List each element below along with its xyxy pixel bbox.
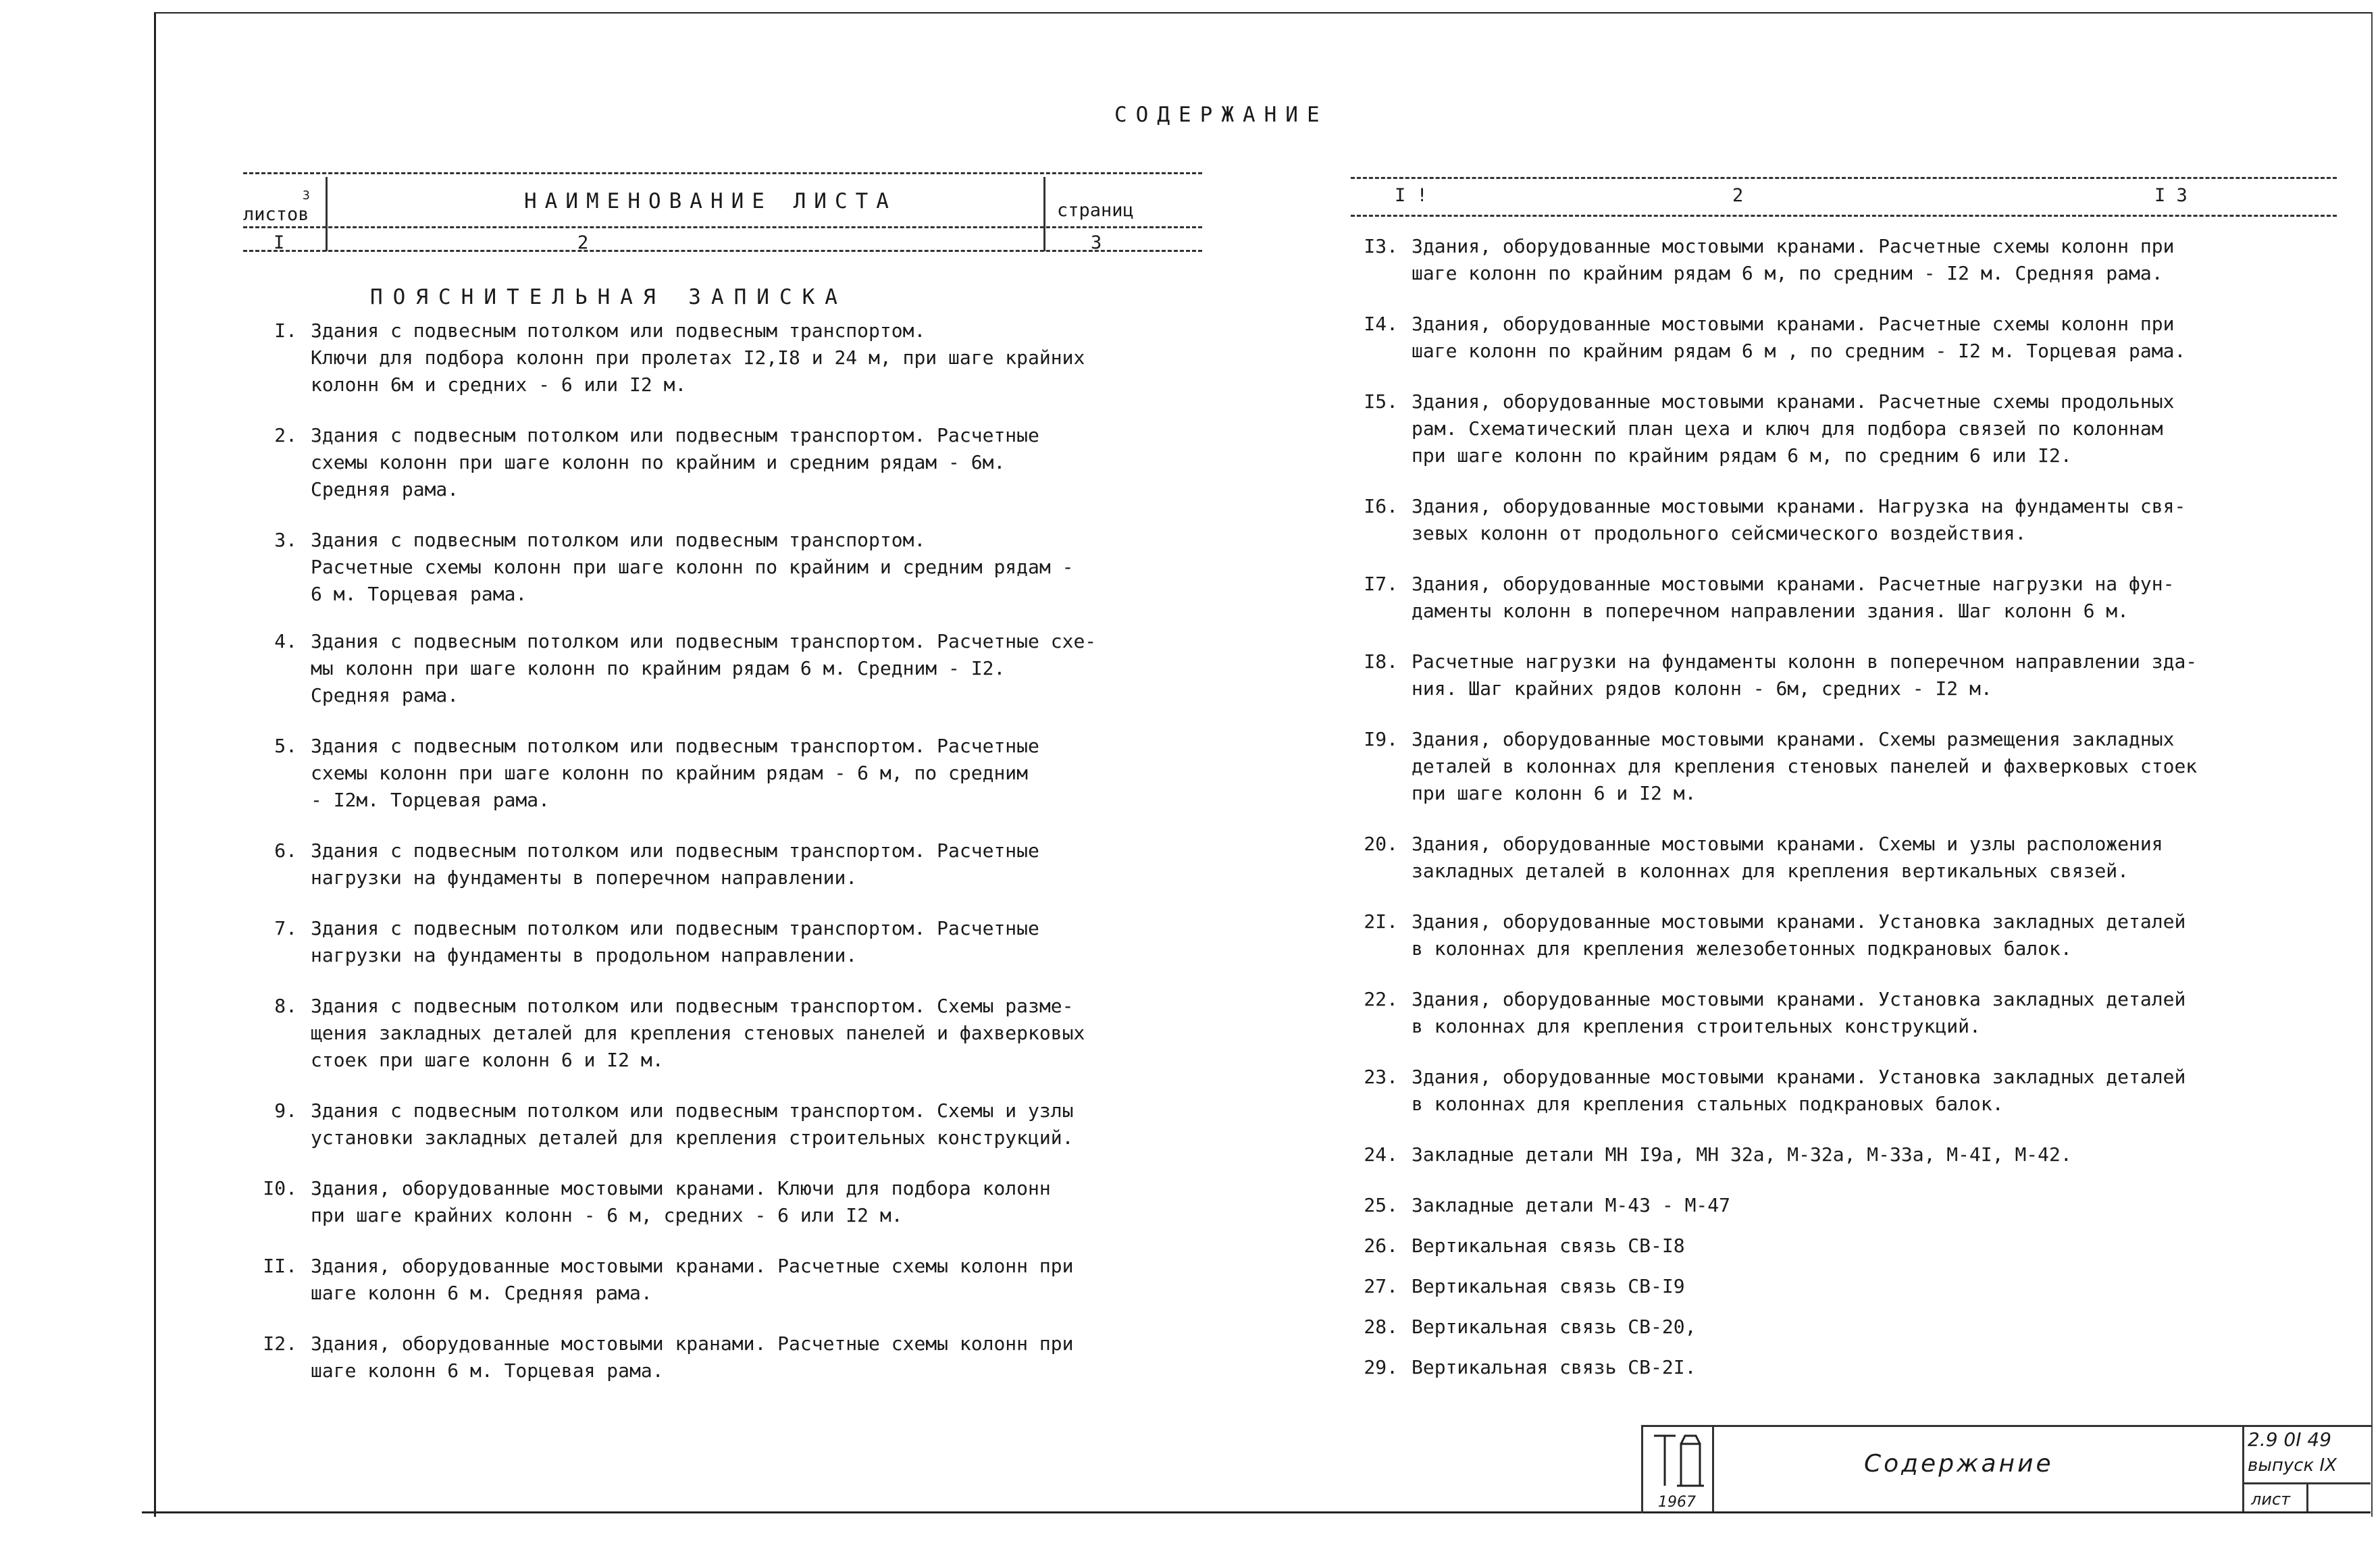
item-text-line: Вертикальная связь СВ-2I.: [1412, 1356, 1697, 1378]
item-number: 29.: [1364, 1356, 1398, 1378]
item-number: I3.: [1364, 235, 1398, 257]
item-number: 3.: [274, 529, 297, 551]
title-block-divider-1: [1712, 1425, 1714, 1511]
item-text-line: даменты колонн в поперечном направлении здания. Шаг колонн 6 м.: [1412, 600, 2129, 622]
left-header-num1: I: [274, 232, 285, 253]
item-text-line: Здания, оборудованные мостовыми кранами. Установка закладных деталей: [1412, 1066, 2186, 1088]
item-text-line: Вертикальная связь СВ-I9: [1412, 1275, 1685, 1297]
item-text: [311, 527, 1073, 608]
item-text: [311, 915, 1039, 969]
item-number: I8.: [1364, 650, 1398, 673]
item-number: 4.: [274, 630, 297, 652]
left-header-divider-2: [1043, 177, 1045, 251]
item-text-line: Здания с подвесным потолком или подвесным транспортом. Расчетные: [311, 735, 1039, 757]
item-text: [1412, 726, 2197, 807]
item-text-line: Здания с подвесным потолком или подвесным транспортом. Схемы разме-: [311, 995, 1074, 1017]
item-text-line: Ключи для подбора колонн при пролетах I2,I8 и 24 м, при шаге крайних: [311, 346, 1085, 369]
item-text-line: Здания, оборудованные мостовыми кранами. Установка закладных деталей: [1412, 988, 2186, 1010]
item-number: I2.: [263, 1332, 297, 1355]
item-text-line: ния. Шаг крайних рядов колонн - 6м, средних - I2 м.: [1412, 677, 1992, 700]
item-text-line: закладных деталей в колоннах для крепления вертикальных связей.: [1412, 860, 2129, 882]
right-header-rule-bottom: [1351, 215, 2337, 217]
left-header-num2: 2: [577, 232, 589, 253]
item-text-line: Здания, оборудованные мостовыми кранами. Расчетные схемы колонн при: [1412, 235, 2175, 257]
left-header-col1: листов: [243, 204, 309, 225]
item-text: [311, 1253, 1073, 1307]
item-text: [1412, 831, 2163, 885]
left-header-rule-mid: [243, 226, 1202, 228]
right-header-rule-top: [1351, 177, 2337, 179]
item-number: 25.: [1364, 1194, 1398, 1216]
item-number: I.: [274, 319, 297, 342]
item-text-line: шаге колонн по крайним рядам 6 м , по средним - I2 м. Торцевая рама.: [1412, 340, 2186, 362]
item-number: I7.: [1364, 573, 1398, 595]
item-text: [1412, 388, 2174, 469]
item-number: I9.: [1364, 728, 1398, 750]
item-text: [311, 1097, 1073, 1151]
item-number: 23.: [1364, 1066, 1398, 1088]
item-text-line: при шаге колонн по крайним рядам 6 м, по средним 6 или I2.: [1412, 444, 2072, 467]
item-text-line: Вертикальная связь СВ-I8: [1412, 1235, 1685, 1257]
item-text-line: Здания с подвесным потолком или подвесным транспортом. Расчетные: [311, 424, 1039, 446]
item-text-line: Закладные детали М-43 - М-47: [1412, 1194, 1731, 1216]
item-text-line: в колоннах для крепления стальных подкрановых балок.: [1412, 1093, 2004, 1115]
item-text-line: Средняя рама.: [311, 478, 459, 500]
right-header-num3: I 3: [2154, 185, 2188, 206]
organization-logo: [1651, 1430, 1705, 1491]
item-text-line: Здания с подвесным потолком или подвесным транспортом. Расчетные: [311, 917, 1039, 939]
item-text-line: установки закладных деталей для крепления строительных конструкций.: [311, 1126, 1074, 1149]
item-text-line: Расчетные нагрузки на фундаменты колонн в поперечном направлении зда-: [1412, 650, 2198, 673]
item-text: [1412, 493, 2185, 547]
item-number: 2.: [274, 424, 297, 446]
item-text: [311, 1175, 1051, 1229]
item-text-line: шаге колонн по крайним рядам 6 м, по средним - I2 м. Средняя рама.: [1412, 262, 2163, 284]
stamp-series: 2.9 0I 49: [2248, 1428, 2332, 1451]
item-text-line: Здания, оборудованные мостовыми кранами. Нагрузка на фундаменты свя-: [1412, 495, 2186, 517]
item-number: 22.: [1364, 988, 1398, 1010]
item-number: 27.: [1364, 1275, 1398, 1297]
item-text-line: в колоннах для крепления строительных конструкций.: [1412, 1015, 1981, 1037]
left-header-col3: страниц: [1057, 200, 1134, 221]
item-text-line: Здания, оборудованные мостовыми кранами. Расчетные нагрузки на фун-: [1412, 573, 2175, 595]
item-number: 28.: [1364, 1316, 1398, 1338]
stamp-issue: выпуск IХ: [2248, 1455, 2337, 1476]
item-text-line: схемы колонн при шаге колонн по крайним и средним рядам - 6м.: [311, 451, 1006, 473]
left-header-num3: 3: [1091, 232, 1102, 253]
left-header-rule-top: [243, 172, 1202, 174]
item-text-line: при шаге крайних колонн - 6 м, средних - 6 или I2 м.: [311, 1204, 903, 1226]
title-block-divider-2: [2242, 1425, 2244, 1511]
item-number: 26.: [1364, 1235, 1398, 1257]
item-number: I4.: [1364, 313, 1398, 335]
item-text: [311, 733, 1039, 814]
item-text-line: стоек при шаге колонн 6 и I2 м.: [311, 1049, 664, 1071]
item-text: [1412, 1064, 2185, 1118]
item-text-line: колонн 6м и средних - 6 или I2 м.: [311, 373, 687, 396]
item-text: [1412, 648, 2197, 702]
right-header-num2: 2: [1732, 185, 1744, 206]
section-title: ПОЯСНИТЕЛЬНАЯ ЗАПИСКА: [370, 285, 848, 309]
title-block-divider-3: [2306, 1482, 2308, 1511]
item-text: [311, 993, 1085, 1074]
item-text-line: Здания с подвесным потолком или подвесным транспортом. Расчетные: [311, 839, 1039, 862]
item-text-line: деталей в колоннах для крепления стеновых панелей и фахверковых стоек: [1412, 755, 2198, 777]
item-text-line: схемы колонн при шаге колонн по крайним рядам - 6 м, по средним: [311, 762, 1029, 784]
item-text: [1412, 1273, 1685, 1300]
item-text-line: мы колонн при шаге колонн по крайним рядам 6 м. Средним - I2.: [311, 657, 1006, 679]
item-text: [1412, 1192, 1730, 1219]
item-text: [1412, 571, 2174, 625]
item-text: [311, 837, 1039, 891]
item-text-line: нагрузки на фундаменты в продольном направлении.: [311, 944, 858, 966]
item-number: 9.: [274, 1099, 297, 1122]
item-number: I5.: [1364, 390, 1398, 413]
item-text-line: нагрузки на фундаменты в поперечном направлении.: [311, 866, 858, 889]
item-text-line: 6 м. Торцевая рама.: [311, 583, 527, 605]
item-text: [311, 1330, 1073, 1384]
item-number: 2I.: [1364, 910, 1398, 933]
item-text-line: Здания с подвесным потолком или подвесным транспортом. Схемы и узлы: [311, 1099, 1074, 1122]
item-text: [1412, 311, 2185, 365]
item-number: II.: [263, 1255, 297, 1277]
item-text: [1412, 986, 2185, 1040]
item-text-line: при шаге колонн 6 и I2 м.: [1412, 782, 1697, 804]
item-text: [311, 628, 1096, 709]
item-text-line: Здания, оборудованные мостовыми кранами. Установка закладных деталей: [1412, 910, 2186, 933]
left-header-rule-bottom: [243, 250, 1202, 252]
item-text-line: шаге колонн 6 м. Средняя рама.: [311, 1282, 652, 1304]
item-text-line: щения закладных деталей для крепления стеновых панелей и фахверковых: [311, 1022, 1085, 1044]
item-text-line: Здания, оборудованные мостовыми кранами. Расчетные схемы продольных: [1412, 390, 2175, 413]
left-header-divider-1: [326, 177, 328, 251]
document-title: СОДЕРЖАНИЕ: [1114, 103, 1328, 127]
item-text-line: Здания, оборудованные мостовыми кранами. Расчетные схемы колонн при: [1412, 313, 2175, 335]
item-text-line: Расчетные схемы колонн при шаге колонн по крайним и средним рядам -: [311, 556, 1074, 578]
item-text: [1412, 1354, 1696, 1381]
item-text: [311, 317, 1085, 398]
left-header-col1-super: 3: [303, 188, 310, 203]
item-text: [311, 422, 1039, 503]
left-header-col2: НАИМЕНОВАНИЕ ЛИСТА: [524, 189, 897, 213]
item-text: [1412, 1314, 1696, 1341]
item-text-line: Вертикальная связь СВ-20,: [1412, 1316, 1697, 1338]
item-text-line: Здания, оборудованные мостовыми кранами. Схемы и узлы расположения: [1412, 833, 2163, 855]
item-text-line: Здания, оборудованные мостовыми кранами. Схемы размещения закладных: [1412, 728, 2175, 750]
stamp-title: Содержание: [1864, 1450, 2054, 1478]
item-text-line: Закладные детали МН I9а, МН 32а, М-32а, М-33а, М-4I, М-42.: [1412, 1143, 2072, 1166]
item-text: [1412, 233, 2174, 287]
item-number: 7.: [274, 917, 297, 939]
item-number: I0.: [263, 1177, 297, 1199]
item-text: [1412, 1141, 2072, 1168]
item-number: 20.: [1364, 833, 1398, 855]
item-text-line: зевых колонн от продольного сейсмического воздействия.: [1412, 522, 2027, 544]
item-text-line: Здания, оборудованные мостовыми кранами. Расчетные схемы колонн при: [311, 1332, 1074, 1355]
item-number: 8.: [274, 995, 297, 1017]
item-text-line: рам. Схематический план цеха и ключ для подбора связей по колоннам: [1412, 417, 2163, 440]
item-text: [1412, 908, 2185, 962]
stamp-year: 1967: [1658, 1494, 1696, 1511]
item-text-line: Здания с подвесным потолком или подвесным транспортом.: [311, 529, 926, 551]
item-number: I6.: [1364, 495, 1398, 517]
item-text-line: в колоннах для крепления железобетонных подкрановых балок.: [1412, 937, 2072, 960]
item-text-line: шаге колонн 6 м. Торцевая рама.: [311, 1359, 664, 1382]
item-text-line: Здания с подвесным потолком или подвесным транспортом.: [311, 319, 926, 342]
item-text-line: Здания, оборудованные мостовыми кранами. Ключи для подбора колонн: [311, 1177, 1051, 1199]
item-text-line: Здания с подвесным потолком или подвесным транспортом. Расчетные схе-: [311, 630, 1097, 652]
item-number: 5.: [274, 735, 297, 757]
item-number: 24.: [1364, 1143, 1398, 1166]
item-text-line: - I2м. Торцевая рама.: [311, 789, 550, 811]
item-number: 6.: [274, 839, 297, 862]
item-text-line: Здания, оборудованные мостовыми кранами. Расчетные схемы колонн при: [311, 1255, 1074, 1277]
item-text-line: Средняя рама.: [311, 684, 459, 706]
stamp-sheet-label: лист: [2251, 1490, 2291, 1509]
right-header-num1: I !: [1395, 185, 1428, 206]
item-text: [1412, 1232, 1685, 1260]
